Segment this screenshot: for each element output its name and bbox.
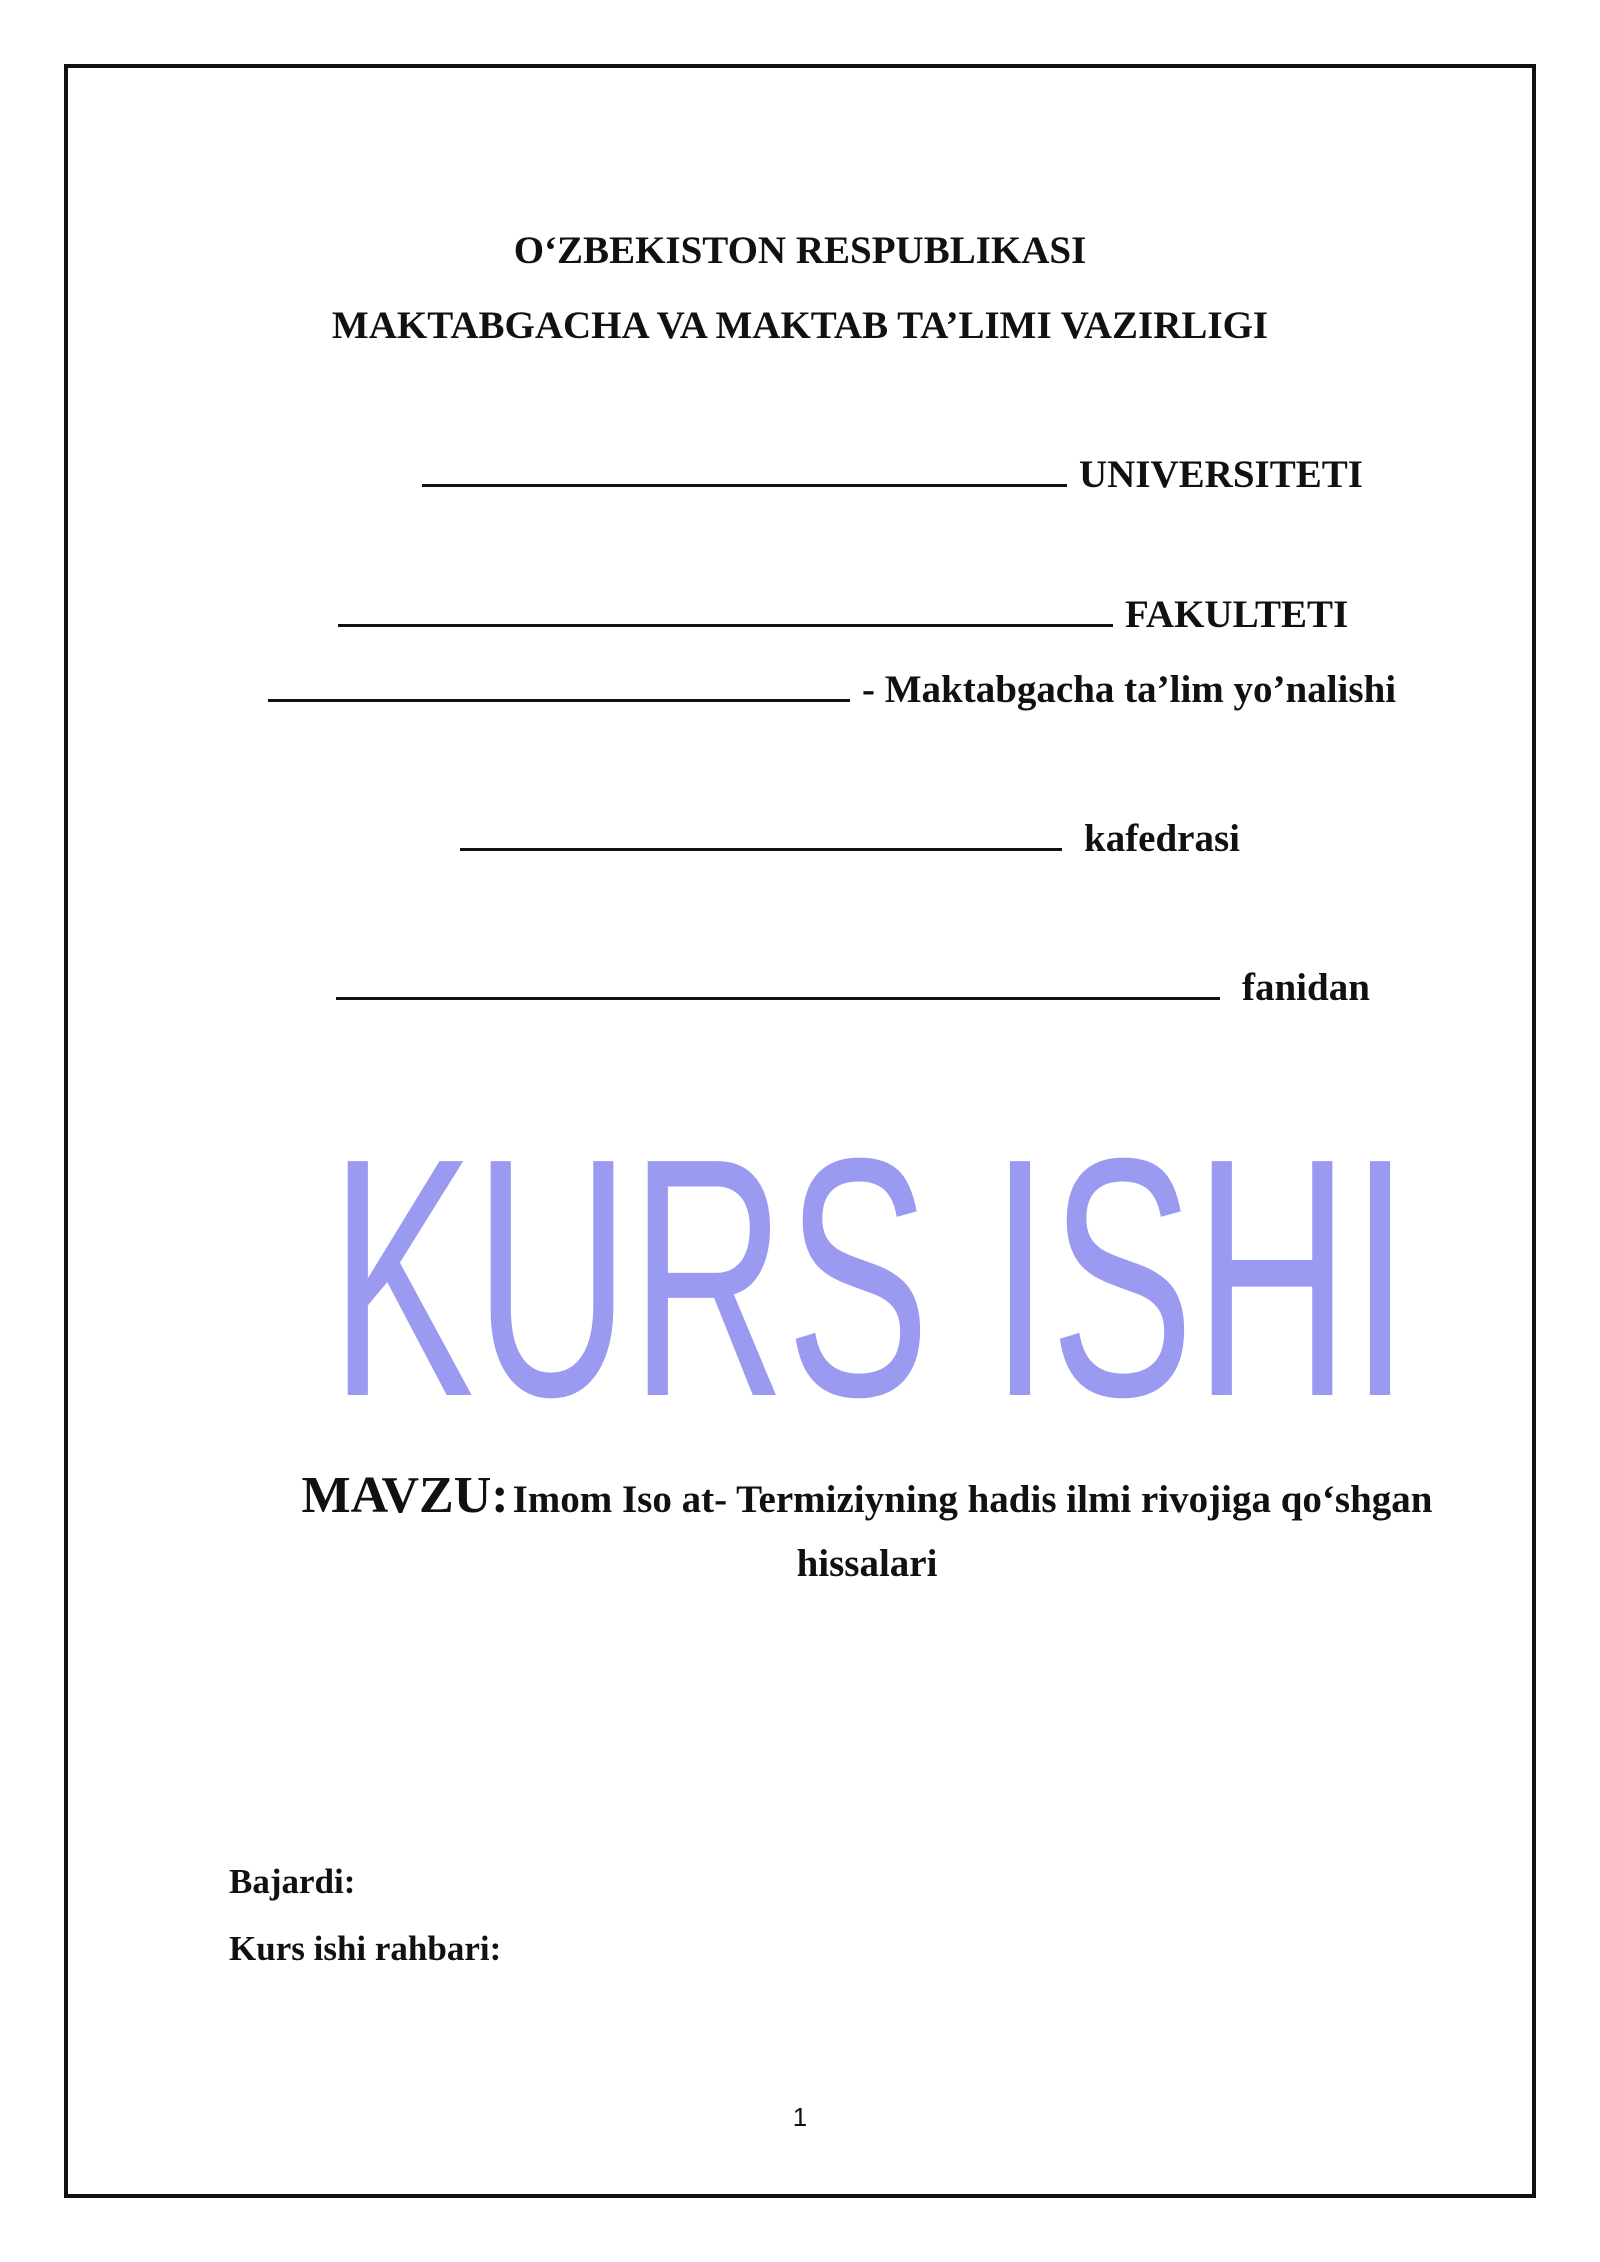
ministry-header-line-2: MAKTABGACHA VA MAKTAB TA’LIMI VAZIRLIGI — [331, 304, 1269, 347]
department-label: kafedrasi — [1084, 817, 1240, 860]
title-wordart — [300, 1120, 1440, 1440]
direction-label: - Maktabgacha ta’lim yo’nalishi — [862, 668, 1397, 711]
direction-field — [268, 667, 1396, 712]
topic-label: MAVZU: — [301, 1467, 509, 1524]
university-field — [422, 452, 1363, 497]
university-blank — [422, 480, 1067, 487]
direction-blank — [268, 695, 850, 702]
department-field — [460, 816, 1240, 861]
title-text: KURS ISHI — [330, 1120, 1410, 1440]
subject-blank — [336, 993, 1220, 1000]
faculty-label: FAKULTETI — [1125, 593, 1349, 636]
faculty-field — [338, 592, 1348, 637]
topic-text: Imom Iso at- Termiziyning hadis ilmi rivojiga qo‘shgan hissalari — [512, 1478, 1433, 1585]
topic-block — [232, 1468, 1502, 1600]
title-wordart-svg — [300, 1120, 1440, 1440]
subject-label: fanidan — [1242, 966, 1370, 1009]
department-blank — [460, 844, 1062, 851]
performer-label: Bajardi: — [229, 1862, 356, 1901]
ministry-header-line-1: O‘ZBEKISTON RESPUBLIKASI — [513, 229, 1087, 272]
page-number: 1 — [792, 2102, 808, 2132]
supervisor-label: Kurs ishi rahbari: — [229, 1929, 502, 1968]
subject-field — [336, 965, 1370, 1010]
university-label: UNIVERSITETI — [1079, 453, 1363, 496]
faculty-blank — [338, 620, 1113, 627]
